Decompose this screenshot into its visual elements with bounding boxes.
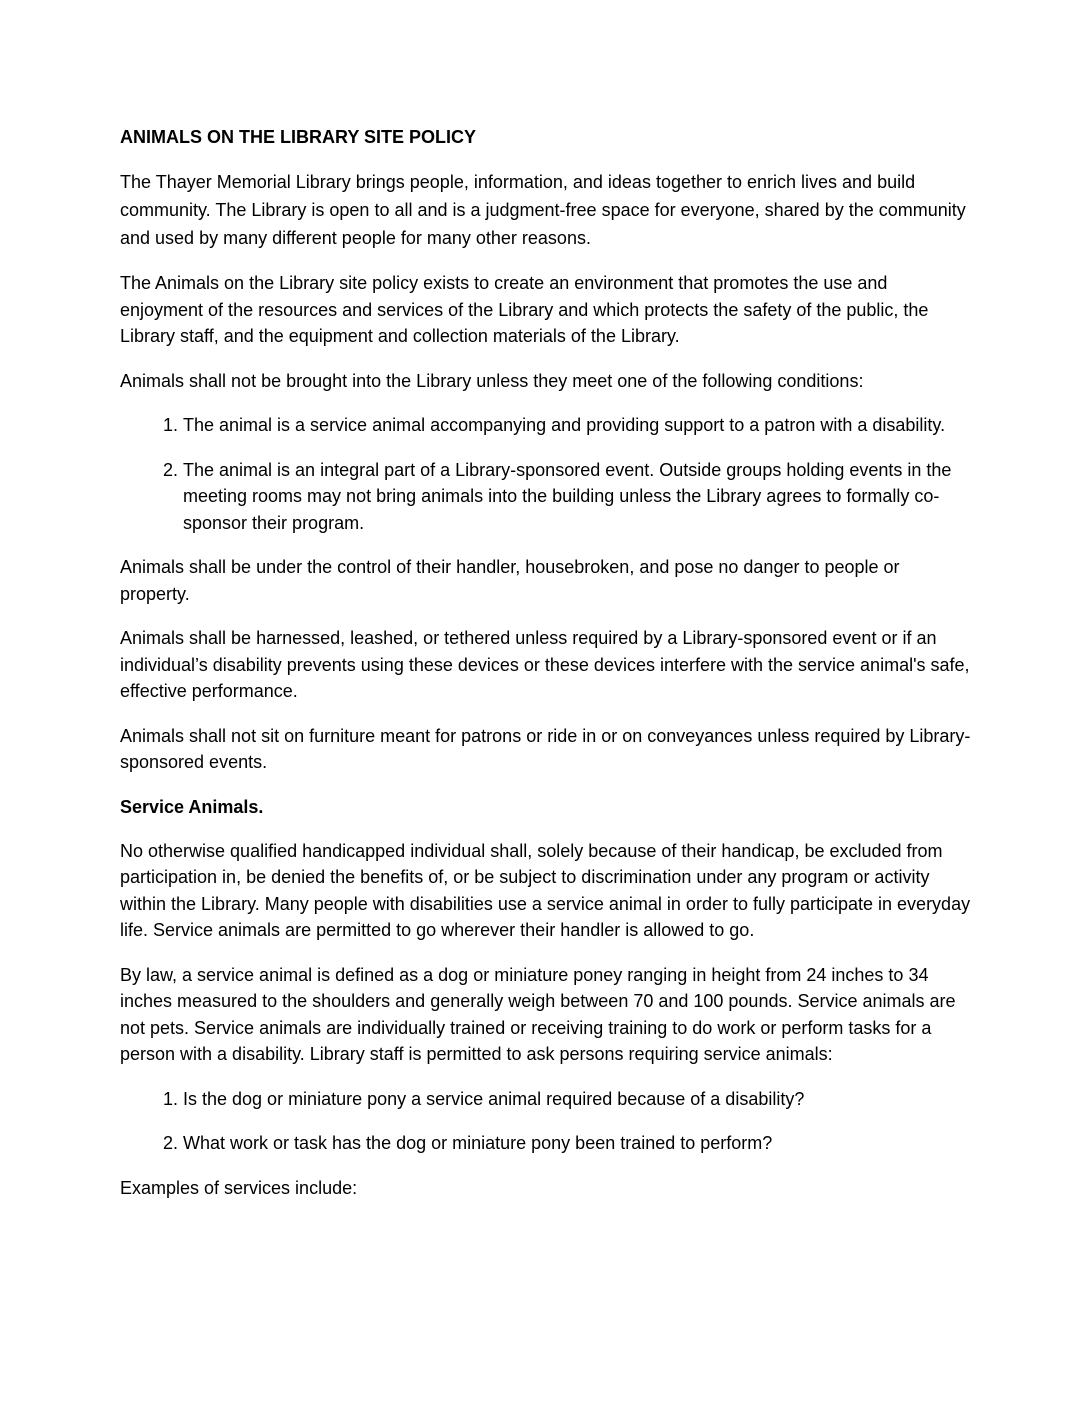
definition-paragraph: By law, a service animal is defined as a dog or miniature poney ranging in height from 24 inches to 34 inches measured to the shoulders and generally weigh between 70 and 100 pounds. Service animals are not pets. Service animals are individually trained or receiving training to do work or perform tasks for a person with a disability. Library staff is permitted to ask persons requiring service animals: [120, 964, 956, 1064]
examples-paragraph: Examples of services include: [120, 1177, 358, 1198]
intro-paragraph: The Thayer Memorial Library brings people, information, and ideas together to enrich lives and build community. The Library is open to all and is a judgment-free space for everyone, shared by the community and used by many different people for many other reasons. [120, 172, 966, 248]
document-title: ANIMALS ON THE LIBRARY SITE POLICY [120, 127, 477, 147]
control-paragraph: Animals shall be under the control of their handler, housebroken, and pose no danger to people or property. [120, 557, 900, 604]
conditions-intro-paragraph: Animals shall not be brought into the Library unless they meet one of the following conditions: [120, 370, 864, 391]
purpose-paragraph: The Animals on the Library site policy exists to create an environment that promotes the use and enjoyment of the resources and services of the Library and which protects the safety of the public, the Library staff, and the equipment and collection materials of the Library. [120, 273, 929, 346]
question-item: 2. What work or task has the dog or miniature pony been trained to perform? [183, 1130, 972, 1157]
nondiscrimination-paragraph: No otherwise qualified handicapped individual shall, solely because of their handicap, be excluded from participation in, be denied the benefits of, or be subject to discrimination under any program or activity within the Library. Many people with disabilities use a service animal in order to fully participate in everyday life. Service animals are permitted to go wherever their handler is allowed to go. [120, 840, 971, 940]
questions-list [120, 1086, 972, 1157]
harness-paragraph: Animals shall be harnessed, leashed, or tethered unless required by a Library-sponsored event or if an individual’s disability prevents using these devices or these devices interfere with the service animal's safe, effective performance. [120, 628, 970, 701]
question-item: 1. Is the dog or miniature pony a service animal required because of a disability? [183, 1086, 972, 1113]
condition-item: 2. The animal is an integral part of a Library-sponsored event. Outside groups holding events in the meeting rooms may not bring animals into the building unless the Library agrees to formally co-sponsor their program. [183, 457, 972, 537]
service-animals-heading: Service Animals. [120, 796, 264, 817]
condition-item: 1. The animal is a service animal accompanying and providing support to a patron with a disability. [183, 412, 972, 439]
conditions-list [120, 412, 972, 536]
document-body [120, 124, 972, 1219]
furniture-paragraph: Animals shall not sit on furniture meant for patrons or ride in or on conveyances unless required by Library-sponsored events. [120, 725, 971, 772]
